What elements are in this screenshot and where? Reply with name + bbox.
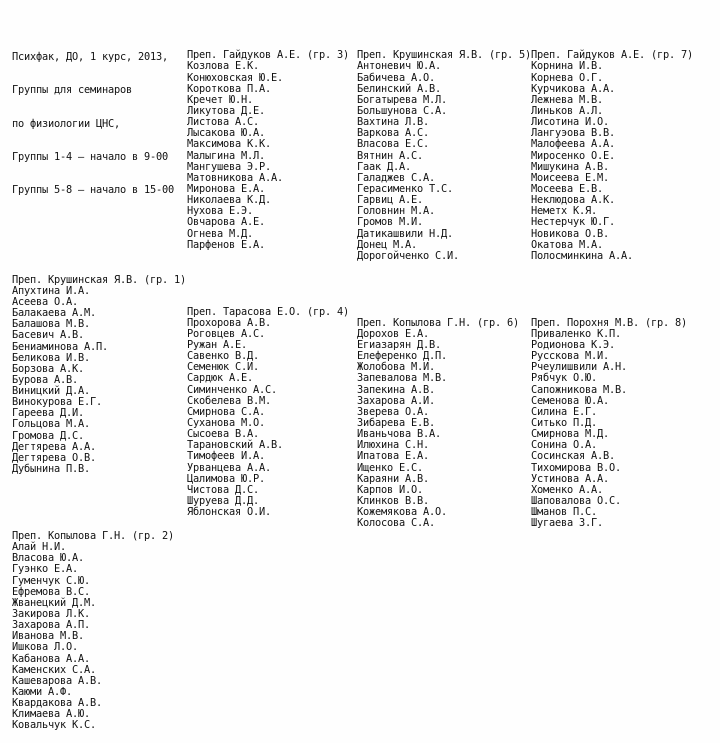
student-name: Кречет Ю.Н.	[187, 93, 253, 106]
student-name: Окатова М.А.	[531, 238, 603, 251]
student-name: Неклюдова А.К.	[531, 194, 615, 207]
student-name: Родионова К.Э.	[531, 339, 615, 352]
student-name: Запевалова М.В.	[357, 372, 447, 385]
student-name: Цалимова Ю.Р.	[187, 472, 265, 485]
student-name: Климаева А.Ю.	[12, 708, 90, 721]
student-name: Рчеулишвили А.Н.	[531, 361, 627, 374]
student-name: Чистова Д.С.	[187, 483, 259, 496]
student-name: Ружан А.Е.	[187, 339, 247, 352]
column-3	[357, 28, 531, 541]
student-name: Илюхина С.Н.	[357, 439, 429, 452]
student-name: Шугаева З.Г.	[531, 517, 603, 530]
student-name: Яблонская О.И.	[187, 506, 271, 519]
student-name: Тимофеев И.А.	[187, 450, 265, 463]
student-name: Винокурова Е.Г.	[12, 396, 102, 409]
student-name: Семенова Ю.А.	[531, 394, 609, 407]
student-name: Сонина О.А.	[531, 439, 597, 452]
student-name: Галаджев С.А.	[357, 171, 435, 184]
student-name: Громов М.И.	[357, 216, 423, 229]
student-name: Ликутова Д.Е.	[187, 105, 265, 118]
student-name: Нухова Е.Э.	[187, 205, 253, 218]
student-name: Гареева Д.И.	[12, 407, 84, 420]
student-name: Головнин М.А.	[357, 205, 435, 218]
student-name: Сысоева В.А.	[187, 428, 259, 441]
group-title: Преп. Тарасова Е.О. (гр. 4)	[187, 305, 349, 318]
student-name: Борзова А.К.	[12, 362, 84, 375]
group-title: Преп. Копылова Г.Н. (гр. 6)	[357, 316, 519, 329]
student-name: Бурова А.В.	[12, 373, 78, 386]
student-name: Балакаева А.М.	[12, 307, 96, 320]
student-name: Корнева О.Г.	[531, 71, 603, 84]
student-name: Квардакова А.В.	[12, 697, 102, 710]
student-name: Листова А.С.	[187, 116, 259, 129]
student-name: Ипатова Е.А.	[357, 450, 429, 463]
column-2	[187, 28, 349, 529]
student-name: Караяни А.В.	[357, 472, 429, 485]
student-name: Асеева О.А.	[12, 295, 78, 308]
header-line: Группы 5-8 – начало в 15-00	[12, 184, 174, 197]
group-6	[357, 318, 531, 530]
student-name: Дегтярева А.А.	[12, 440, 96, 453]
student-name: Закирова Л.К.	[12, 607, 90, 620]
student-name: Прохорова А.В.	[187, 316, 271, 329]
header-line: Группы для семинаров	[12, 84, 132, 97]
student-name: Вахтина Л.В.	[357, 116, 429, 129]
student-name: Максимова К.К.	[187, 138, 271, 151]
column-4	[531, 28, 693, 541]
student-name: Конюховская Ю.Е.	[187, 71, 283, 84]
student-name: Дегтярева О.В.	[12, 451, 96, 464]
student-name: Большунова С.А.	[357, 105, 447, 118]
student-name: Кабанова А.А.	[12, 652, 90, 665]
student-name: Варкова А.С.	[357, 127, 429, 140]
student-name: Ишкова Л.О.	[12, 641, 78, 654]
student-name: Лежнева М.В.	[531, 93, 603, 106]
group-5	[357, 50, 531, 262]
student-name: Шаповалова О.С.	[531, 495, 621, 507]
student-name: Шуруева Д.Д.	[187, 495, 259, 507]
student-name: Алай Н.И.	[12, 541, 66, 554]
student-name: Миросенко О.Е.	[531, 149, 615, 162]
student-name: Матовникова А.А.	[187, 171, 283, 184]
student-name: Гольцова М.А.	[12, 418, 90, 431]
group-8	[531, 318, 693, 530]
student-name: Линьков А.Л.	[531, 105, 603, 118]
student-name: Смирнова С.А.	[187, 405, 265, 418]
student-name: Миронова Е.А.	[187, 183, 265, 195]
student-name: Суханова М.О.	[187, 417, 265, 430]
student-name: Гарвиц А.Е.	[357, 194, 423, 207]
student-name: Антоневич Ю.А.	[357, 60, 441, 73]
student-name: Гуменчук С.Ю.	[12, 574, 90, 587]
student-name: Роговцев А.С.	[187, 327, 265, 340]
student-name: Скобелева В.М.	[187, 394, 271, 407]
student-name: Захарова А.П.	[12, 619, 90, 632]
student-name: Датикашвили Н.Д.	[357, 227, 453, 240]
student-name: Егиазарян Д.В.	[357, 339, 441, 352]
student-name: Белинский А.В.	[357, 82, 441, 95]
student-name: Елеференко Д.П.	[357, 350, 447, 363]
student-name: Мангушева Э.Р.	[187, 160, 271, 173]
student-name: Кожемякова А.О.	[357, 506, 447, 519]
student-name: Иваньчова В.А.	[357, 428, 441, 441]
student-name: Жванецкий Д.М.	[12, 596, 96, 609]
student-name: Тарановский А.В.	[187, 439, 283, 452]
student-name: Нестерчук Ю.Г.	[531, 216, 615, 229]
student-name: Донец М.А.	[357, 238, 417, 251]
student-name: Лисотина И.О.	[531, 116, 609, 129]
student-name: Полосминкина А.А.	[531, 249, 633, 262]
student-name: Козлова Е.К.	[187, 60, 259, 73]
student-name: Приваленко К.П.	[531, 327, 621, 340]
student-name: Новикова О.В.	[531, 227, 609, 240]
student-name: Ситько П.Д.	[531, 417, 597, 430]
student-name: Вятнин А.С.	[357, 149, 423, 162]
student-name: Богатырева М.Л.	[357, 93, 447, 106]
student-name: Урванцева А.А.	[187, 461, 271, 474]
student-name: Парфенов Е.А.	[187, 238, 265, 251]
student-name: Тихомирова В.О.	[531, 461, 621, 474]
student-name: Ковальчук К.С.	[12, 719, 96, 732]
student-name: Балашова М.В.	[12, 318, 90, 331]
student-name: Хоменко А.А.	[531, 483, 603, 496]
student-name: Каюми А.Ф.	[12, 685, 72, 698]
student-name: Власова Ю.А.	[12, 552, 84, 565]
student-name: Моисеева Е.М.	[531, 171, 609, 184]
student-name: Апухтина И.А.	[12, 284, 90, 297]
student-name: Гаак Д.А.	[357, 160, 411, 173]
student-name: Герасименко Т.С.	[357, 183, 453, 195]
student-name: Рябчук О.Ю.	[531, 372, 597, 385]
student-name: Силина Е.Г.	[531, 405, 597, 418]
column-1	[12, 7, 186, 743]
student-name: Дорогойченко С.И.	[357, 249, 459, 262]
student-name: Сосинская А.В.	[531, 450, 615, 463]
student-name: Шманов П.С.	[531, 506, 597, 519]
group-7	[531, 50, 693, 262]
student-name: Устинова А.А.	[531, 472, 609, 485]
student-name: Николаева К.Д.	[187, 194, 271, 207]
group-title: Преп. Порохня М.В. (гр. 8)	[531, 316, 687, 329]
group-title: Преп. Гайдуков А.Е. (гр. 7)	[531, 49, 693, 62]
student-name: Каменских С.А.	[12, 663, 96, 676]
header-line: Психфак, ДО, 1 курс, 2013,	[12, 50, 168, 63]
student-name: Ефремова В.С.	[12, 585, 90, 598]
student-name: Курчикова А.А.	[531, 82, 615, 95]
student-name: Короткова П.А.	[187, 82, 271, 95]
student-name: Жолобова М.И.	[357, 361, 435, 374]
group-4	[187, 307, 349, 519]
group-title: Преп. Крушинская Я.В. (гр. 5)	[357, 49, 531, 62]
student-name: Дорохов Е.А.	[357, 327, 429, 340]
student-name: Бабичева А.О.	[357, 71, 435, 84]
student-name: Корнина И.В.	[531, 60, 603, 73]
student-name: Малофеева А.А.	[531, 138, 615, 151]
student-name: Неметх К.Я.	[531, 205, 597, 218]
student-name: Семенюк С.И.	[187, 361, 259, 374]
student-name: Карпов И.О.	[357, 483, 423, 496]
student-name: Власова Е.С.	[357, 138, 429, 151]
student-name: Ищенко Е.С.	[357, 461, 423, 474]
student-name: Русскова М.И.	[531, 350, 609, 363]
student-name: Зверева О.А.	[357, 405, 429, 418]
student-name: Клинков В.В.	[357, 495, 429, 507]
student-name: Сапожникова М.В.	[531, 383, 627, 396]
group-title: Преп. Копылова Г.Н. (гр. 2)	[12, 529, 174, 542]
student-name: Огнева М.Д.	[187, 227, 253, 240]
student-name: Виницкий Д.А.	[12, 385, 90, 398]
student-name: Малыгина М.Л.	[187, 149, 265, 162]
student-name: Дубынина П.В.	[12, 463, 90, 476]
student-name: Савенко В.Д.	[187, 350, 259, 363]
header-line: по физиологии ЦНС,	[12, 117, 120, 130]
student-name: Захарова А.И.	[357, 394, 435, 407]
student-name: Запекина А.В.	[357, 383, 435, 396]
student-name: Громова Д.С.	[12, 429, 84, 442]
student-name: Бениаминова А.П.	[12, 340, 108, 353]
group-1	[12, 275, 186, 476]
student-name: Иванова М.В.	[12, 630, 84, 643]
student-name: Симинченко А.С.	[187, 383, 277, 396]
student-name: Лысакова Ю.А.	[187, 127, 265, 140]
student-name: Смирнова М.Д.	[531, 428, 609, 441]
student-name: Кашеварова А.В.	[12, 674, 102, 687]
student-name: Мосеева Е.В.	[531, 183, 603, 195]
student-name: Овчарова А.Е.	[187, 216, 265, 229]
student-name: Зибарева Е.В.	[357, 417, 435, 430]
document-header	[12, 29, 186, 219]
student-name: Лангуэова В.В.	[531, 127, 615, 140]
student-name: Басевич А.В.	[12, 329, 84, 342]
student-name: Колосова С.А.	[357, 517, 435, 530]
group-3	[187, 50, 349, 251]
group-2	[12, 531, 186, 732]
group-title: Преп. Крушинская Я.В. (гр. 1)	[12, 273, 186, 286]
student-name: Беликова И.В.	[12, 351, 90, 364]
group-title: Преп. Гайдуков А.Е. (гр. 3)	[187, 49, 349, 62]
student-name: Гуэнко Е.А.	[12, 563, 78, 576]
student-name: Мишукина А.В.	[531, 160, 609, 173]
student-name: Сардюк А.Е.	[187, 372, 253, 385]
header-line: Группы 1-4 – начало в 9-00	[12, 150, 168, 163]
